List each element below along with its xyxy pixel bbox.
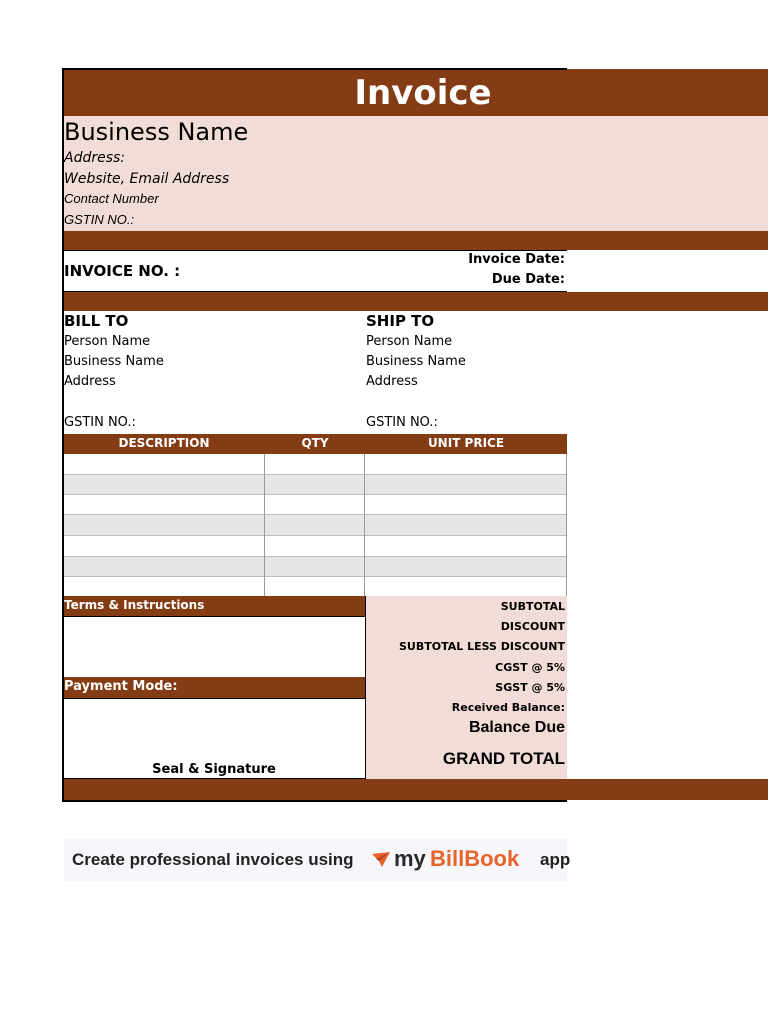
bill-to-gstin: GSTIN NO.: — [64, 415, 136, 430]
invoice-number-label: INVOICE NO. : — [64, 262, 181, 280]
brand-my: my — [394, 846, 426, 871]
invoice-row-top-line — [64, 250, 567, 251]
bill-to-heading: BILL TO — [64, 312, 129, 330]
promo-banner[interactable] — [64, 839, 571, 881]
balance-due-label: Balance Due — [468, 719, 565, 736]
row-divider — [64, 576, 567, 577]
discount-label: DISCOUNT — [500, 620, 565, 633]
mybillbook-logo-icon — [370, 851, 392, 873]
table-row[interactable] — [64, 454, 567, 474]
brand-billbook: BillBook — [430, 846, 520, 871]
promo-text: Create professional invoices using — [72, 850, 354, 869]
payment-mode-heading: Payment Mode: — [64, 679, 178, 694]
column-divider — [364, 454, 365, 596]
terms-heading: Terms & Instructions — [64, 598, 205, 612]
row-divider — [64, 556, 567, 557]
invoice-row-bottom-line — [64, 291, 567, 292]
business-name: Business Name — [64, 118, 249, 146]
terms-input-area[interactable] — [64, 617, 364, 677]
business-contact: Contact Number — [64, 191, 159, 206]
column-header-description: DESCRIPTION — [118, 436, 210, 450]
business-web-email: Website, Email Address — [64, 171, 230, 187]
ship-to-business: Business Name — [366, 354, 466, 369]
bill-to-address: Address — [64, 374, 116, 389]
table-row[interactable] — [64, 514, 567, 535]
row-divider — [64, 494, 567, 495]
sheet-bottom-border — [62, 800, 567, 802]
subtotal-label: SUBTOTAL — [500, 600, 565, 613]
received-balance-label: Received Balance: — [451, 701, 565, 714]
ship-to-heading: SHIP TO — [366, 312, 435, 330]
column-divider — [264, 454, 265, 596]
sheet-left-border — [62, 68, 64, 802]
seal-signature-label: Seal & Signature — [152, 762, 276, 777]
due-date-label: Due Date: — [491, 272, 565, 287]
table-row[interactable] — [64, 576, 567, 596]
column-divider — [566, 454, 567, 596]
promo-suffix: app — [540, 850, 571, 869]
table-row[interactable] — [64, 474, 567, 494]
table-row[interactable] — [64, 494, 567, 514]
separator-bar — [62, 231, 768, 250]
row-divider — [64, 514, 567, 515]
sheet-top-border — [62, 68, 567, 70]
totals-panel-divider — [365, 596, 366, 779]
ship-to-person: Person Name — [366, 334, 453, 349]
table-row[interactable] — [64, 535, 567, 556]
business-gstin: GSTIN NO.: — [64, 212, 135, 227]
ship-to-gstin: GSTIN NO.: — [366, 415, 438, 430]
table-row[interactable] — [64, 556, 567, 576]
bill-to-business: Business Name — [64, 354, 164, 369]
invoice-date-label: Invoice Date: — [468, 252, 565, 267]
invoice-title: Invoice — [354, 73, 492, 113]
column-header-qty: QTY — [301, 436, 329, 450]
separator-bar — [62, 292, 768, 311]
row-divider — [64, 535, 567, 536]
row-divider — [64, 474, 567, 475]
ship-to-address: Address — [366, 374, 418, 389]
subtotal-less-discount-label: SUBTOTAL LESS DISCOUNT — [398, 640, 565, 653]
footer-bar — [62, 779, 768, 800]
column-header-unit-price: UNIT PRICE — [427, 436, 505, 450]
bill-to-person: Person Name — [64, 334, 151, 349]
business-address: Address: — [64, 150, 126, 166]
grand-total-label: GRAND TOTAL — [442, 749, 565, 768]
cgst-label: CGST @ 5% — [495, 661, 565, 674]
sgst-label: SGST @ 5% — [495, 681, 565, 694]
